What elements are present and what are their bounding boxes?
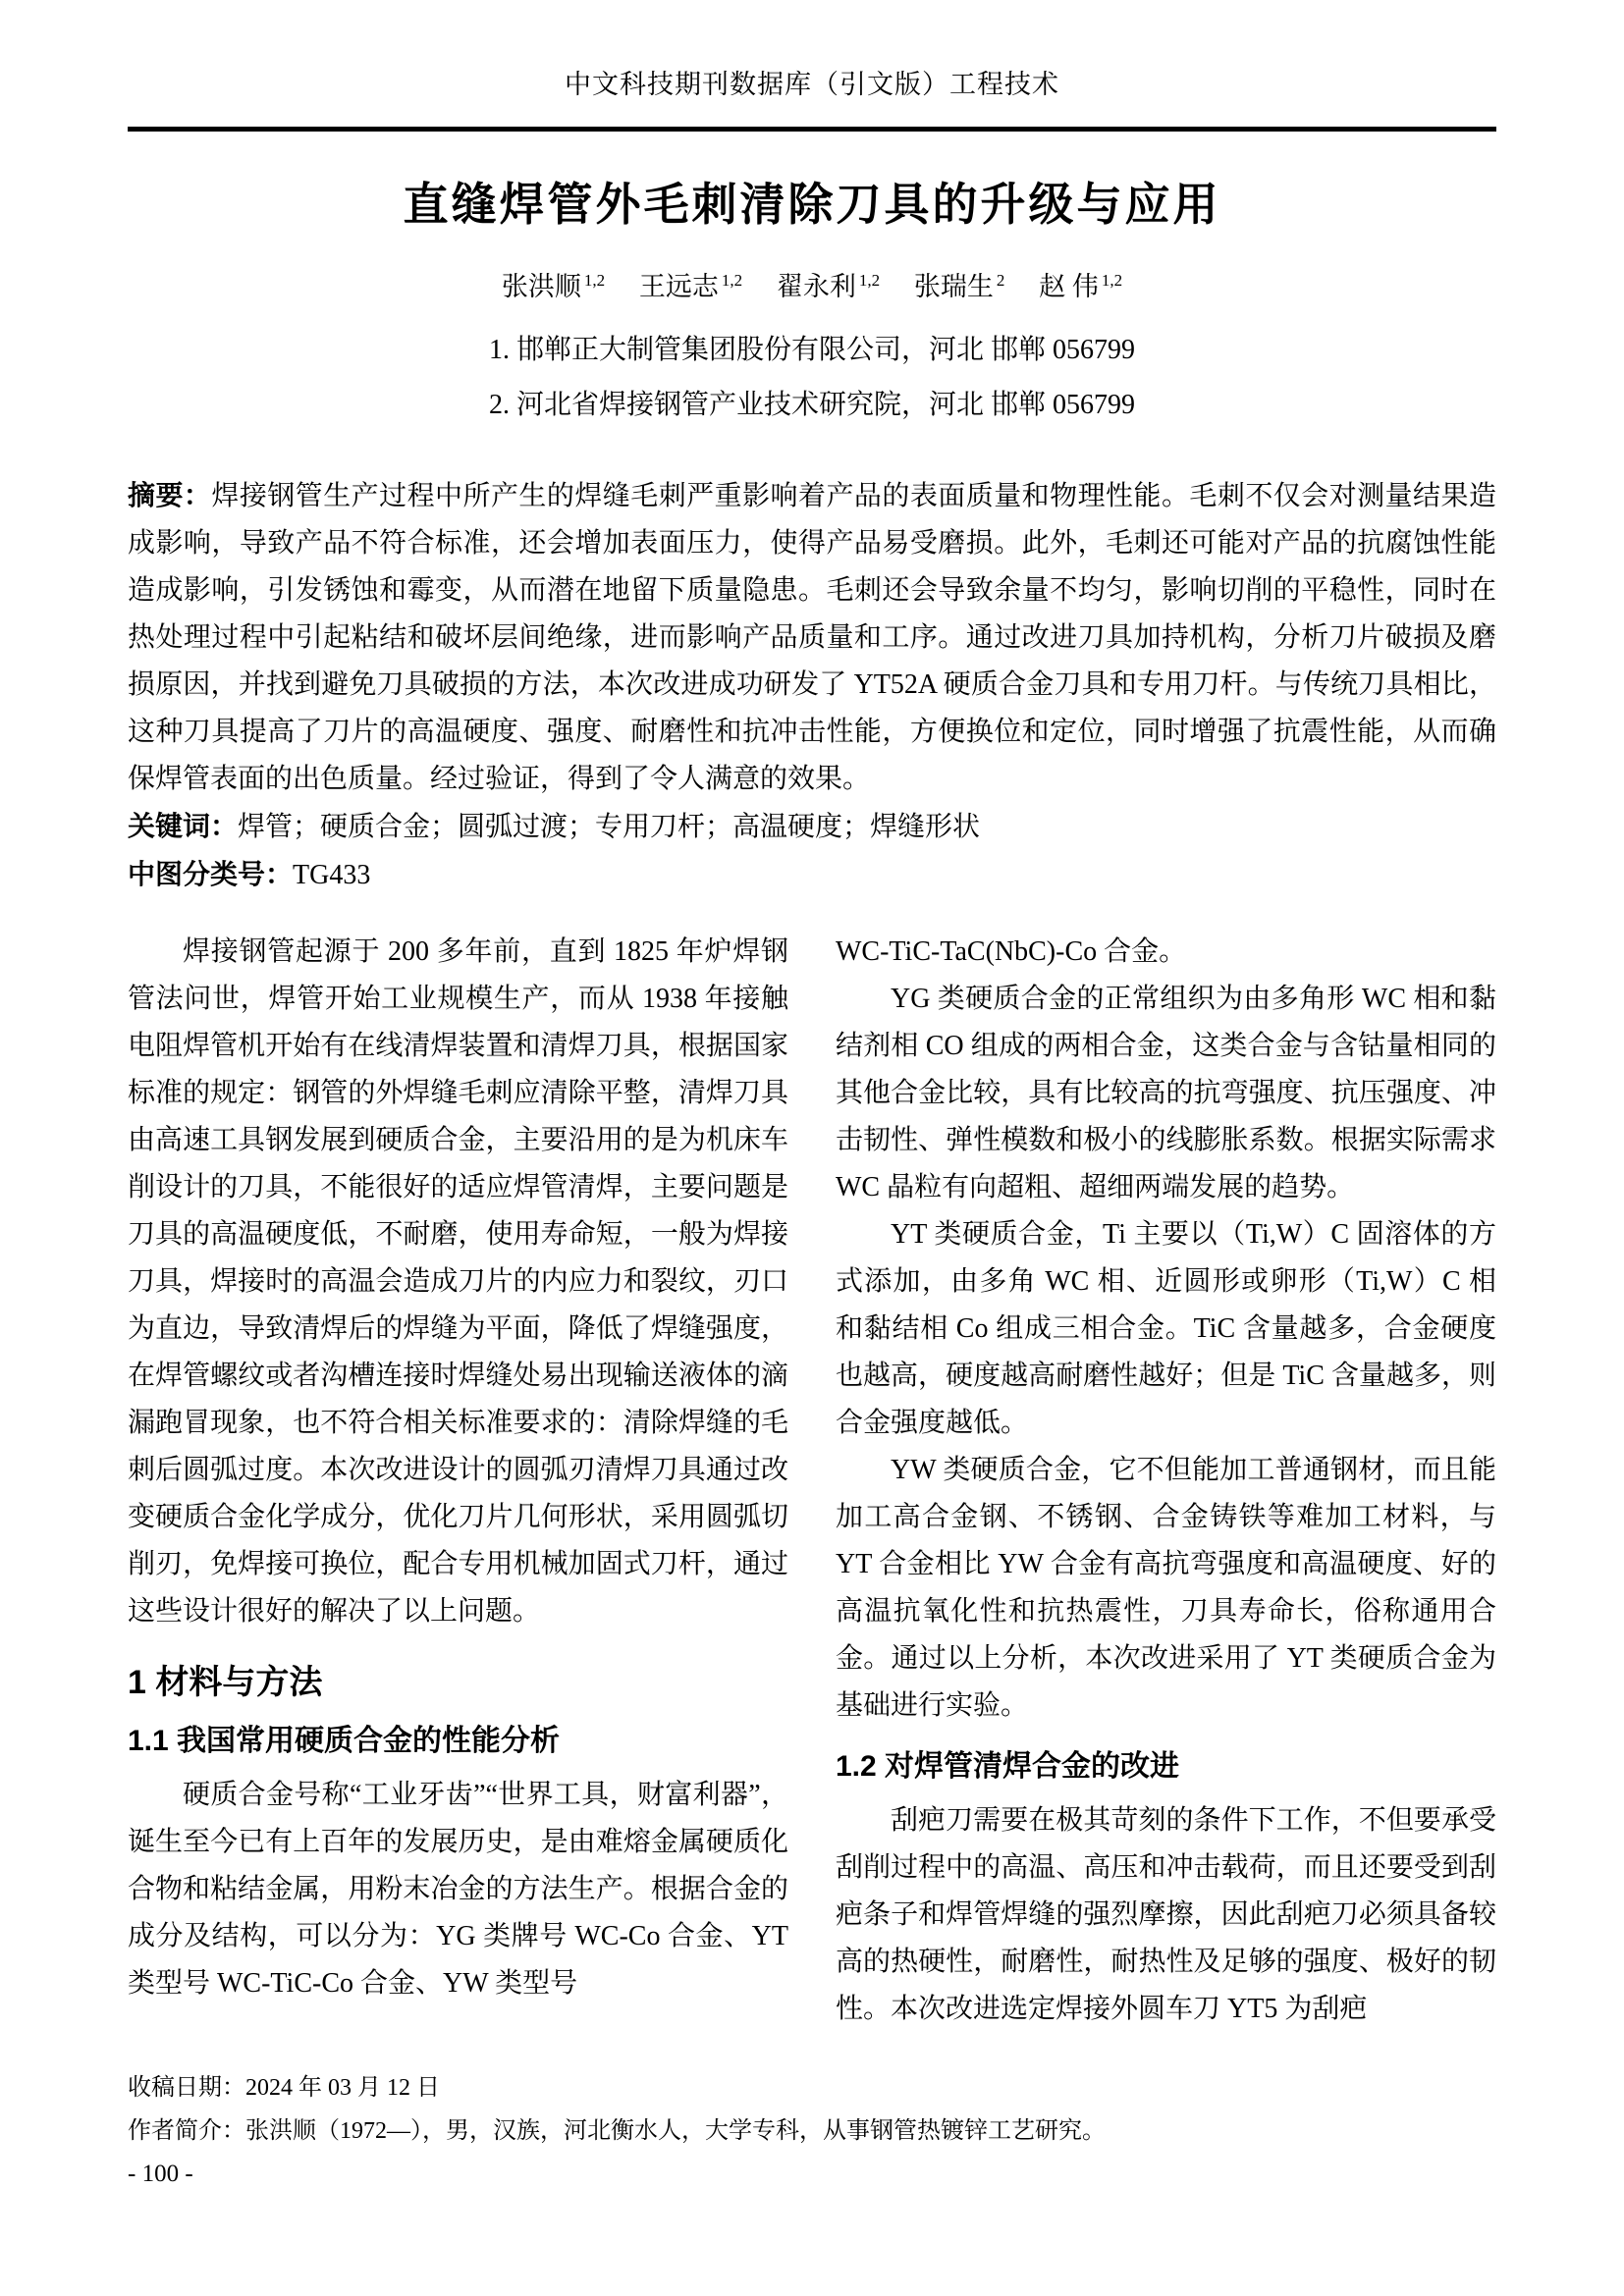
keywords-text: 焊管；硬质合金；圆弧过渡；专用刀杆；高温硬度；焊缝形状 [238, 812, 981, 842]
author-bio-label: 作者简介： [128, 2118, 245, 2144]
journal-header: 中文科技期刊数据库（引文版）工程技术 [565, 70, 1059, 99]
author-bio-line [128, 2109, 1496, 2153]
section-1-1-heading: 1.1 我国常用硬质合金的性能分析 [128, 1725, 561, 1758]
author-affiliation-sup: 1,2 [583, 271, 606, 290]
footer [128, 2066, 1496, 2196]
author-name: 张瑞生 [913, 272, 994, 301]
yt-alloy-paragraph: YT 类硬质合金，Ti 主要以（Ti,W）C 固溶体的方式添加，由多角 WC 相、近圆形或卵形（Ti,W）C 相和黏结相 Co 组成三相合金。TiC 含量越多，合金硬度也越高，硬度越高耐磨性越好；但是 TiC 含量越多，则合金强度越低。 [836, 1219, 1496, 1438]
author-bio-text: 张洪顺（1972—），男，汉族，河北衡水人，大学专科，从事钢管热镀锌工艺研究。 [245, 2118, 1106, 2144]
analysis-paragraph: 硬质合金号称“工业牙齿”“世界工具，财富利器”，诞生至今已有上百年的发展历史，是由难熔金属硬质化合物和粘结金属，用粉末冶金的方法生产。根据合金的成分及结构，可以分为：YG 类牌号 WC-Co 合金、YT 类型号 WC-TiC-Co 合金、YW 类型号 [128, 1780, 788, 2000]
received-date-value: 2024 年 03 月 12 日 [245, 2075, 440, 2101]
author [1039, 265, 1122, 303]
keywords-label: 关键词： [128, 811, 239, 841]
author-affiliation-sup: 1,2 [858, 271, 881, 290]
section-1-heading: 1 材料与方法 [128, 1664, 323, 1701]
author-name: 王远志 [638, 272, 719, 301]
author-name: 张洪顺 [501, 272, 581, 301]
left-column [128, 929, 788, 2043]
author [502, 265, 605, 303]
author-affiliation-sup: 1,2 [721, 271, 743, 290]
clc-label: 中图分类号： [128, 859, 294, 889]
author [914, 265, 1005, 303]
author-name: 翟永利 [776, 272, 856, 301]
yw-alloy-paragraph: YW 类硬质合金，它不但能加工普通钢材，而且能加工高合金钢、不锈钢、合金铸铁等难加工材料，与 YT 合金相比 YW 合金有高抗弯强度和高温硬度、好的高温抗氧化性和抗热震性，刀具寿命长，俗称通用合金。通过以上分析，本次改进采用了 YT 类硬质合金为基础进行实验。 [836, 1455, 1496, 1721]
yg-alloy-paragraph: YG 类硬质合金的正常组织为由多角形 WC 相和黏结剂相 CO 组成的两相合金，这类合金与含钴量相同的其他合金比较，具有比较高的抗弯强度、抗压强度、冲击韧性、弹性模数和极小的线膨胀系数。根据实际需求 WC 晶粒有向超粗、超细两端发展的趋势。 [836, 984, 1496, 1202]
author [777, 265, 880, 303]
clc-value: TG433 [293, 860, 371, 890]
keywords-line [128, 803, 1496, 851]
author-affiliation-sup: 1,2 [1101, 271, 1123, 290]
abstract-paragraph [128, 472, 1496, 803]
affiliation-line-2: 2. 河北省焊接钢管产业技术研究院，河北 邯郸 056799 [488, 390, 1135, 420]
page-number: - 100 - [128, 2161, 193, 2187]
abstract-block [128, 472, 1496, 899]
received-date-label: 收稿日期： [128, 2075, 245, 2101]
affiliation-line-1: 1. 邯郸正大制管集团股份有限公司，河北 邯郸 056799 [488, 335, 1135, 365]
author-affiliation-sup: 2 [996, 271, 1005, 290]
analysis-paragraph-continuation: WC-TiC-TaC(NbC)-Co 合金。 [836, 936, 1187, 967]
article-title: 直缝焊管外毛刺清除刀具的升级与应用 [403, 180, 1221, 230]
section-1-2-heading: 1.2 对焊管清焊合金的改进 [836, 1750, 1180, 1783]
improve-paragraph: 刮疤刀需要在极其苛刻的条件下工作，不但要承受刮削过程中的高温、高压和冲击载荷，而且还要受到刮疤条子和焊管焊缝的强烈摩擦，因此刮疤刀必须具备较高的热硬性，耐磨性，耐热性及足够的强度、极好的韧性。本次改进选定焊接外圆车刀 YT5 为刮疤 [836, 1805, 1496, 2024]
right-column [836, 929, 1496, 2043]
received-date-line [128, 2066, 1496, 2109]
header-rule [128, 127, 1496, 132]
abstract-label: 摘要： [128, 480, 212, 510]
affiliations [128, 323, 1496, 433]
author-name: 赵 伟 [1039, 272, 1099, 301]
abstract-text: 焊接钢管生产过程中所产生的焊缝毛刺严重影响着产品的表面质量和物理性能。毛刺不仅会对测量结果造成影响，导致产品不符合标准，还会增加表面压力，使得产品易受磨损。此外，毛刺还可能对产品的抗腐蚀性能造成影响，引发锈蚀和霉变，从而潜在地留下质量隐患。毛刺还会导致余量不均匀，影响切削的平稳性，同时在热处理过程中引起粘结和破坏层间绝缘，进而影响产品质量和工序。通过改进刀具加持机构，分析刀片破损及磨损原因，并找到避免刀具破损的方法，本次改进成功研发了 YT52A 硬质合金刀具和专用刀杆。与传统刀具相比，这种刀具提高了刀片的高温硬度、强度、耐磨性和抗冲击性能，方便换位和定位，同时增强了抗震性能，从而确保焊管表面的出色质量。经过验证，得到了令人满意的效果。 [128, 481, 1496, 794]
body-columns [128, 929, 1496, 2043]
authors-line [128, 265, 1496, 303]
intro-paragraph: 焊接钢管起源于 200 多年前，直到 1825 年炉焊钢管法问世，焊管开始工业规模生产，而从 1938 年接触电阻焊管机开始有在线清焊装置和清焊刀具，根据国家标准的规定：钢管的外焊缝毛刺应清除平整，清焊刀具由高速工具钢发展到硬质合金，主要沿用的是为机床车削设计的刀具，不能很好的适应焊管清焊，主要问题是刀具的高温硬度低，不耐磨，使用寿命短，一般为焊接刀具，焊接时的高温会造成刀片的内应力和裂纹，刃口为直边，导致清焊后的焊缝为平面，降低了焊缝强度，在焊管螺纹或者沟槽连接时焊缝处易出现输送液体的滴漏跑冒现象，也不符合相关标准要求的：清除焊缝的毛刺后圆弧过度。本次改进设计的圆弧刃清焊刀具通过改变硬质合金化学成分，优化刀片几何形状，采用圆弧切削刃，免焊接可换位，配合专用机械加固式刀杆，通过这些设计很好的解决了以上问题。 [128, 936, 788, 1627]
clc-line [128, 851, 1496, 899]
author [639, 265, 742, 303]
